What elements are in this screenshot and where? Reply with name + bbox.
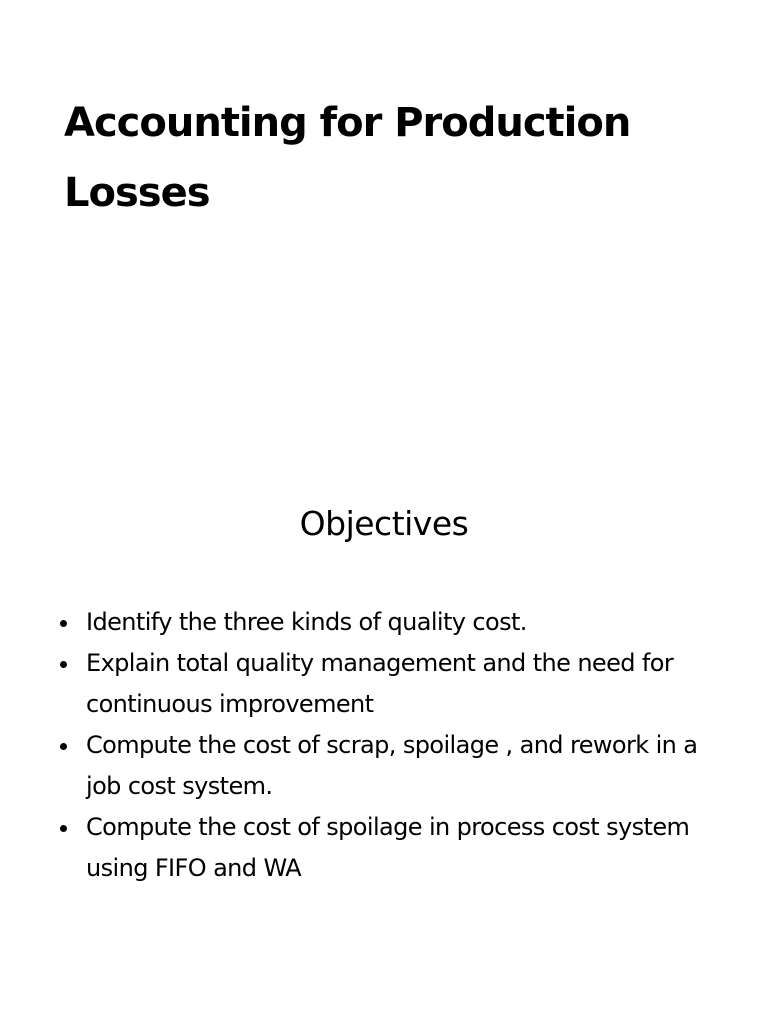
objective-text: Compute the cost of spoilage in process cost system using FIFO and WA xyxy=(86,813,690,882)
objective-text: Identify the three kinds of quality cost. xyxy=(86,608,527,636)
objectives-section xyxy=(0,600,768,882)
objective-text: Compute the cost of scrap, spoilage , and rework in a job cost system. xyxy=(86,731,698,800)
bullet-icon xyxy=(60,620,67,627)
list-item xyxy=(86,725,706,807)
bullet-icon xyxy=(60,661,67,668)
list-item xyxy=(86,602,706,643)
list-item xyxy=(86,807,706,889)
objectives-heading: Objectives xyxy=(299,504,469,543)
bullet-icon xyxy=(60,743,67,750)
bullet-icon xyxy=(60,825,67,832)
page-title: Accounting for Production Losses xyxy=(64,100,631,216)
list-item xyxy=(86,643,706,725)
objective-text: Explain total quality management and the need for continuous improvement xyxy=(86,649,674,718)
objectives-list xyxy=(86,602,706,889)
